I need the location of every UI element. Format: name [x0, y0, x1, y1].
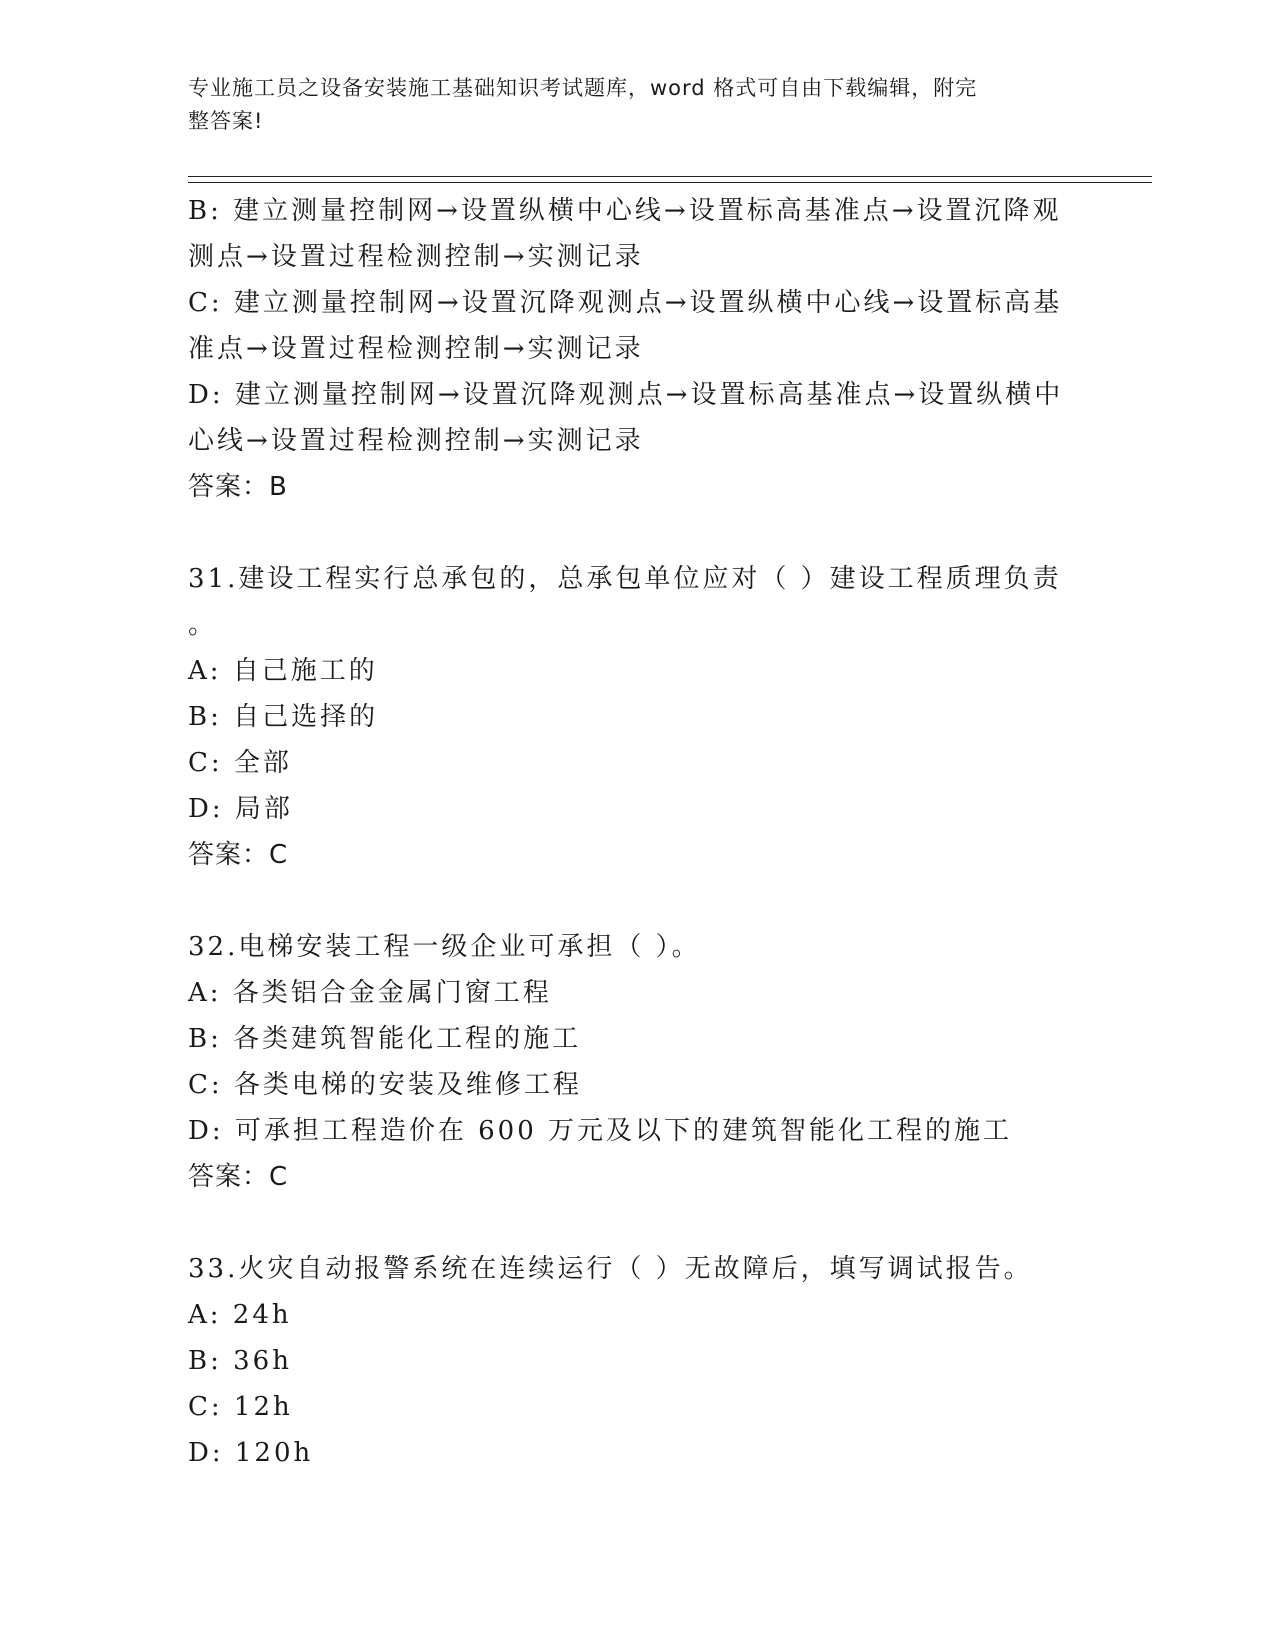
question-33	[188, 1246, 1088, 1476]
q32-question: 32.电梯安装工程一级企业可承担（ ）。	[188, 932, 701, 962]
header-line-2: 整答案!	[188, 109, 264, 133]
q31-question-line-2: 。	[188, 610, 218, 640]
question-30-continued	[188, 188, 1088, 510]
q31-answer: 答案：C	[188, 840, 289, 870]
q32-answer: 答案：C	[188, 1162, 289, 1192]
q33-question: 33.火灾自动报警系统在连续运行（ ）无故障后，填写调试报告。	[188, 1254, 1033, 1284]
q33-option-b: B: 36h	[188, 1346, 292, 1376]
spacer	[188, 1200, 1088, 1246]
q33-option-d: D: 120h	[188, 1438, 314, 1468]
q32-option-c: C: 各类电梯的安装及维修工程	[188, 1070, 582, 1100]
q30-answer: 答案：B	[188, 472, 288, 502]
q31-option-d: D: 局部	[188, 794, 293, 824]
q30-option-d-line-2: 心线→设置过程检测控制→实测记录	[188, 426, 644, 456]
header-divider-top	[188, 176, 1152, 177]
q30-option-c-line-1: C: 建立测量控制网→设置沉降观测点→设置纵横中心线→设置标高基	[188, 288, 1063, 318]
document-body	[188, 188, 1088, 1476]
q32-option-a: A: 各类铝合金金属门窗工程	[188, 978, 552, 1008]
header-divider-bottom	[188, 182, 1152, 183]
q31-question-line-1: 31.建设工程实行总承包的，总承包单位应对（ ）建设工程质理负责	[188, 564, 1062, 594]
document-header	[188, 72, 1068, 138]
q31-option-c: C: 全部	[188, 748, 292, 778]
header-line-1: 专业施工员之设备安装施工基础知识考试题库，word 格式可自由下载编辑，附完	[188, 76, 978, 100]
q30-option-b-line-2: 测点→设置过程检测控制→实测记录	[188, 242, 644, 272]
q32-option-b: B: 各类建筑智能化工程的施工	[188, 1024, 582, 1054]
q30-option-d-line-1: D: 建立测量控制网→设置沉降观测点→设置标高基准点→设置纵横中	[188, 380, 1064, 410]
question-32	[188, 924, 1088, 1200]
spacer	[188, 878, 1088, 924]
q33-option-a: A: 24h	[188, 1300, 292, 1330]
q33-option-c: C: 12h	[188, 1392, 293, 1422]
question-31	[188, 556, 1088, 878]
q30-option-b-line-1: B: 建立测量控制网→设置纵横中心线→设置标高基准点→设置沉降观	[188, 196, 1062, 226]
spacer	[188, 510, 1088, 556]
q31-option-b: B: 自己选择的	[188, 702, 379, 732]
q32-option-d: D: 可承担工程造价在 600 万元及以下的建筑智能化工程的施工	[188, 1116, 1013, 1146]
q31-option-a: A: 自己施工的	[188, 656, 378, 686]
q30-option-c-line-2: 准点→设置过程检测控制→实测记录	[188, 334, 644, 364]
